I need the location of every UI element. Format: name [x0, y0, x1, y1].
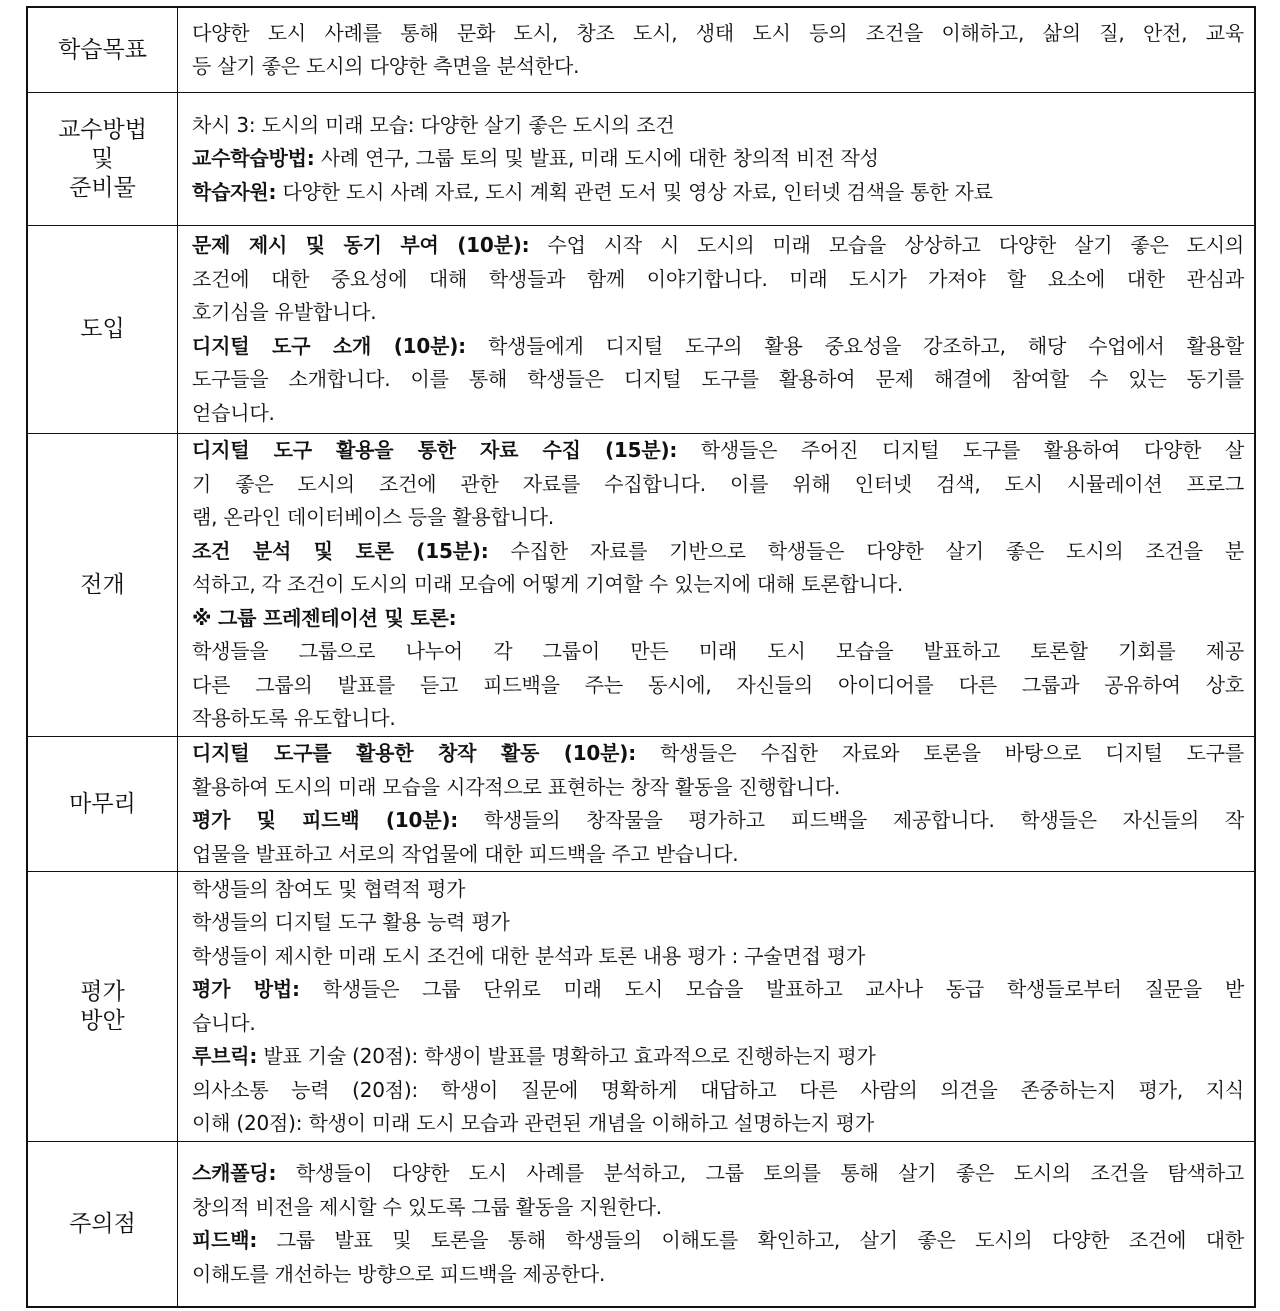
- row-content: [178, 872, 1254, 1141]
- row-header-text: 마무리: [69, 790, 136, 817]
- line-text: 호기심을 유발합니다.: [192, 300, 377, 324]
- line-text: 의사소통 능력 (20점): 학생이 질문에 명확하게 대답하고 다른 사람의 의견을 존중하는지 평가, 지식: [192, 1077, 1244, 1102]
- content-line: [192, 1107, 1244, 1141]
- content-line: [192, 434, 1244, 468]
- row-header-text: 도입: [80, 316, 125, 342]
- line-text: 발표 기술 (20점): 학생이 발표를 명확하고 효과적으로 진행하는지 평가: [257, 1044, 876, 1068]
- line-text: 학생들이 다양한 도시 사례를 분석하고, 그룹 토의를 통해 살기 좋은 도시의 조건을 탐색하고: [276, 1161, 1244, 1185]
- row-header-text: 전개: [80, 571, 125, 598]
- row-content: [178, 226, 1254, 433]
- row-content: [178, 434, 1254, 736]
- row-content: [178, 8, 1254, 92]
- content-line: [192, 50, 1244, 84]
- bold-label: 평가 방법:: [192, 977, 300, 1001]
- bold-label: 교수학습방법:: [192, 146, 315, 171]
- line-text: 다양한 도시 사례를 통해 문화 도시, 창조 도시, 생태 도시 등의 조건을 이해하고, 삶의 질, 안전, 교육: [192, 20, 1244, 45]
- row-content: [178, 93, 1254, 225]
- line-text: 학생들이 제시한 미래 도시 조건에 대한 분석과 토론 내용 평가 : 구술면접 평가: [192, 943, 866, 968]
- row-introduction: [28, 225, 1254, 433]
- line-text: 활용하여 도시의 미래 모습을 시각적으로 표현하는 창작 활동을 진행합니다.: [192, 774, 841, 799]
- content-line: [192, 568, 1244, 602]
- content-line: [192, 397, 1244, 431]
- line-text: 수업 시작 시 도시의 미래 모습을 상상하고 다양한 살기 좋은 도시의: [529, 233, 1244, 257]
- line-text: 차시 3: 도시의 미래 모습: 다양한 살기 좋은 도시의 조건: [192, 112, 675, 137]
- row-header-text: 준비물: [69, 174, 136, 201]
- line-text: 이해도를 개선하는 방향으로 피드백을 제공한다.: [192, 1261, 606, 1286]
- line-text: 석하고, 각 조건이 도시의 미래 모습에 어떻게 기여할 수 있는지에 대해 토론합니다.: [192, 572, 904, 597]
- content-line: [192, 771, 1244, 805]
- row-header: [28, 434, 178, 736]
- content-line: [192, 635, 1244, 669]
- bold-label: 조건 분석 및 토론 (15분):: [192, 538, 489, 563]
- line-text: 그룹 발표 및 토론을 통해 학생들의 이해도를 확인하고, 살기 좋은 도시의 다양한 조건에 대한: [257, 1228, 1244, 1252]
- content-line: [192, 737, 1244, 771]
- bold-label: 루브릭:: [192, 1044, 258, 1068]
- content-line: [192, 263, 1244, 297]
- line-text: 램, 온라인 데이터베이스 등을 활용합니다.: [192, 505, 554, 530]
- content-line: [192, 17, 1244, 51]
- content-line: [192, 1224, 1244, 1258]
- bold-label: 문제 제시 및 동기 부여 (10분):: [192, 233, 530, 257]
- bold-label: 스캐폴딩:: [192, 1161, 277, 1185]
- content-line: [192, 973, 1244, 1007]
- line-text: 학생들의 디지털 도구 활용 능력 평가: [192, 910, 510, 934]
- lesson-plan-table: [26, 6, 1256, 1308]
- bold-label: 디지털 도구 활용을 통한 자료 수집 (15분):: [192, 438, 678, 463]
- line-text: 습니다.: [192, 1010, 256, 1035]
- line-text: 기 좋은 도시의 조건에 관한 자료를 수집합니다. 이를 위해 인터넷 검색, 도시 시뮬레이션 프로그: [192, 471, 1244, 496]
- row-evaluation-plan: [28, 871, 1254, 1141]
- content-line: [192, 330, 1244, 364]
- row-header-text: 주의점: [69, 1210, 136, 1237]
- content-line: [192, 1258, 1244, 1292]
- content-line: [192, 906, 1244, 940]
- bold-label: 디지털 도구를 활용한 창작 활동 (10분):: [192, 741, 636, 765]
- row-wrap-up: [28, 736, 1254, 871]
- row-header: [28, 872, 178, 1141]
- line-text: 다양한 도시 사례 자료, 도시 계획 관련 도서 및 영상 자료, 인터넷 검색을 통한 자료: [276, 179, 993, 204]
- content-line: [192, 702, 1244, 736]
- content-line: [192, 468, 1244, 502]
- line-text: 학생들에게 디지털 도구의 활용 중요성을 강조하고, 해당 수업에서 활용할: [465, 333, 1244, 358]
- line-text: 사례 연구, 그룹 토의 및 발표, 미래 도시에 대한 창의적 비전 작성: [314, 146, 879, 171]
- content-line: [192, 501, 1244, 535]
- line-text: 도구들을 소개합니다. 이를 통해 학생들은 디지털 도구를 활용하여 문제 해결에 참여할 수 있는 동기를: [192, 367, 1244, 391]
- row-header-text: 평가: [80, 978, 125, 1005]
- row-development: [28, 433, 1254, 736]
- line-text: 조건에 대한 중요성에 대해 학생들과 함께 이야기합니다. 미래 도시가 가져야 할 요소에 대한 관심과: [192, 266, 1244, 291]
- content-line: [192, 1074, 1244, 1108]
- line-text: 수집한 자료를 기반으로 학생들은 다양한 살기 좋은 도시의 조건을 분: [488, 538, 1245, 563]
- row-header-text: 학습목표: [58, 36, 147, 63]
- content-line: [192, 1191, 1244, 1225]
- line-text: 얻습니다.: [192, 400, 275, 425]
- row-learning-objective: [28, 8, 1254, 92]
- line-text: 업물을 발표하고 서로의 작업물에 대한 피드백을 주고 받습니다.: [192, 841, 739, 866]
- content-line: [192, 838, 1244, 872]
- line-text: 창의적 비전을 제시할 수 있도록 그룹 활동을 지원한다.: [192, 1194, 662, 1219]
- row-content: [178, 737, 1254, 871]
- line-text: 이해 (20점): 학생이 미래 도시 모습과 관련된 개념을 이해하고 설명하는지 평가: [192, 1111, 874, 1135]
- content-line: [192, 602, 1244, 636]
- content-line: [192, 1157, 1244, 1191]
- content-line: [192, 109, 1244, 143]
- content-line: [192, 535, 1244, 569]
- line-text: 등 살기 좋은 도시의 다양한 측면을 분석한다.: [192, 54, 580, 78]
- bold-label: 평가 및 피드백 (10분):: [192, 808, 459, 832]
- row-header-text: 및: [91, 145, 114, 172]
- line-text: 학생들의 창작물을 평가하고 피드백을 제공합니다. 학생들은 자신들의 작: [458, 808, 1244, 832]
- content-line: [192, 142, 1244, 176]
- bold-label: 학습자원:: [192, 179, 277, 204]
- line-text: 학생들은 수집한 자료와 토론을 바탕으로 디지털 도구를: [636, 741, 1244, 765]
- row-cautions: [28, 1141, 1254, 1306]
- row-header: [28, 226, 178, 433]
- content-line: [192, 669, 1244, 703]
- content-line: [192, 363, 1244, 397]
- row-header: [28, 737, 178, 871]
- row-header-text: 방안: [80, 1007, 125, 1034]
- row-teaching-method: [28, 92, 1254, 225]
- line-text: 학생들의 참여도 및 협력적 평가: [192, 876, 466, 901]
- line-text: 다른 그룹의 발표를 듣고 피드백을 주는 동시에, 자신들의 아이디어를 다른 그룹과 공유하여 상호: [192, 672, 1244, 697]
- row-header: [28, 93, 178, 225]
- content-line: [192, 176, 1244, 210]
- row-header: [28, 8, 178, 92]
- row-header: [28, 1142, 178, 1306]
- bold-label: 피드백:: [192, 1228, 258, 1252]
- line-text: 학생들은 주어진 디지털 도구를 활용하여 다양한 살: [677, 438, 1244, 463]
- content-line: [192, 1040, 1244, 1074]
- content-line: [192, 940, 1244, 974]
- line-text: 학생들은 그룹 단위로 미래 도시 모습을 발표하고 교사나 동급 학생들로부터 질문을 받: [299, 977, 1245, 1001]
- content-line: [192, 1007, 1244, 1041]
- bold-label: 디지털 도구 소개 (10분):: [192, 333, 466, 358]
- line-text: 학생들을 그룹으로 나누어 각 그룹이 만든 미래 도시 모습을 발표하고 토론할 기회를 제공: [192, 639, 1244, 664]
- line-text: 작용하도록 유도합니다.: [192, 706, 396, 731]
- content-line: [192, 873, 1244, 907]
- row-content: [178, 1142, 1254, 1306]
- bold-label: ※ 그룹 프레젠테이션 및 토론:: [192, 605, 457, 630]
- content-line: [192, 804, 1244, 838]
- row-header-text: 교수방법: [58, 116, 147, 143]
- content-line: [192, 229, 1244, 263]
- content-line: [192, 296, 1244, 330]
